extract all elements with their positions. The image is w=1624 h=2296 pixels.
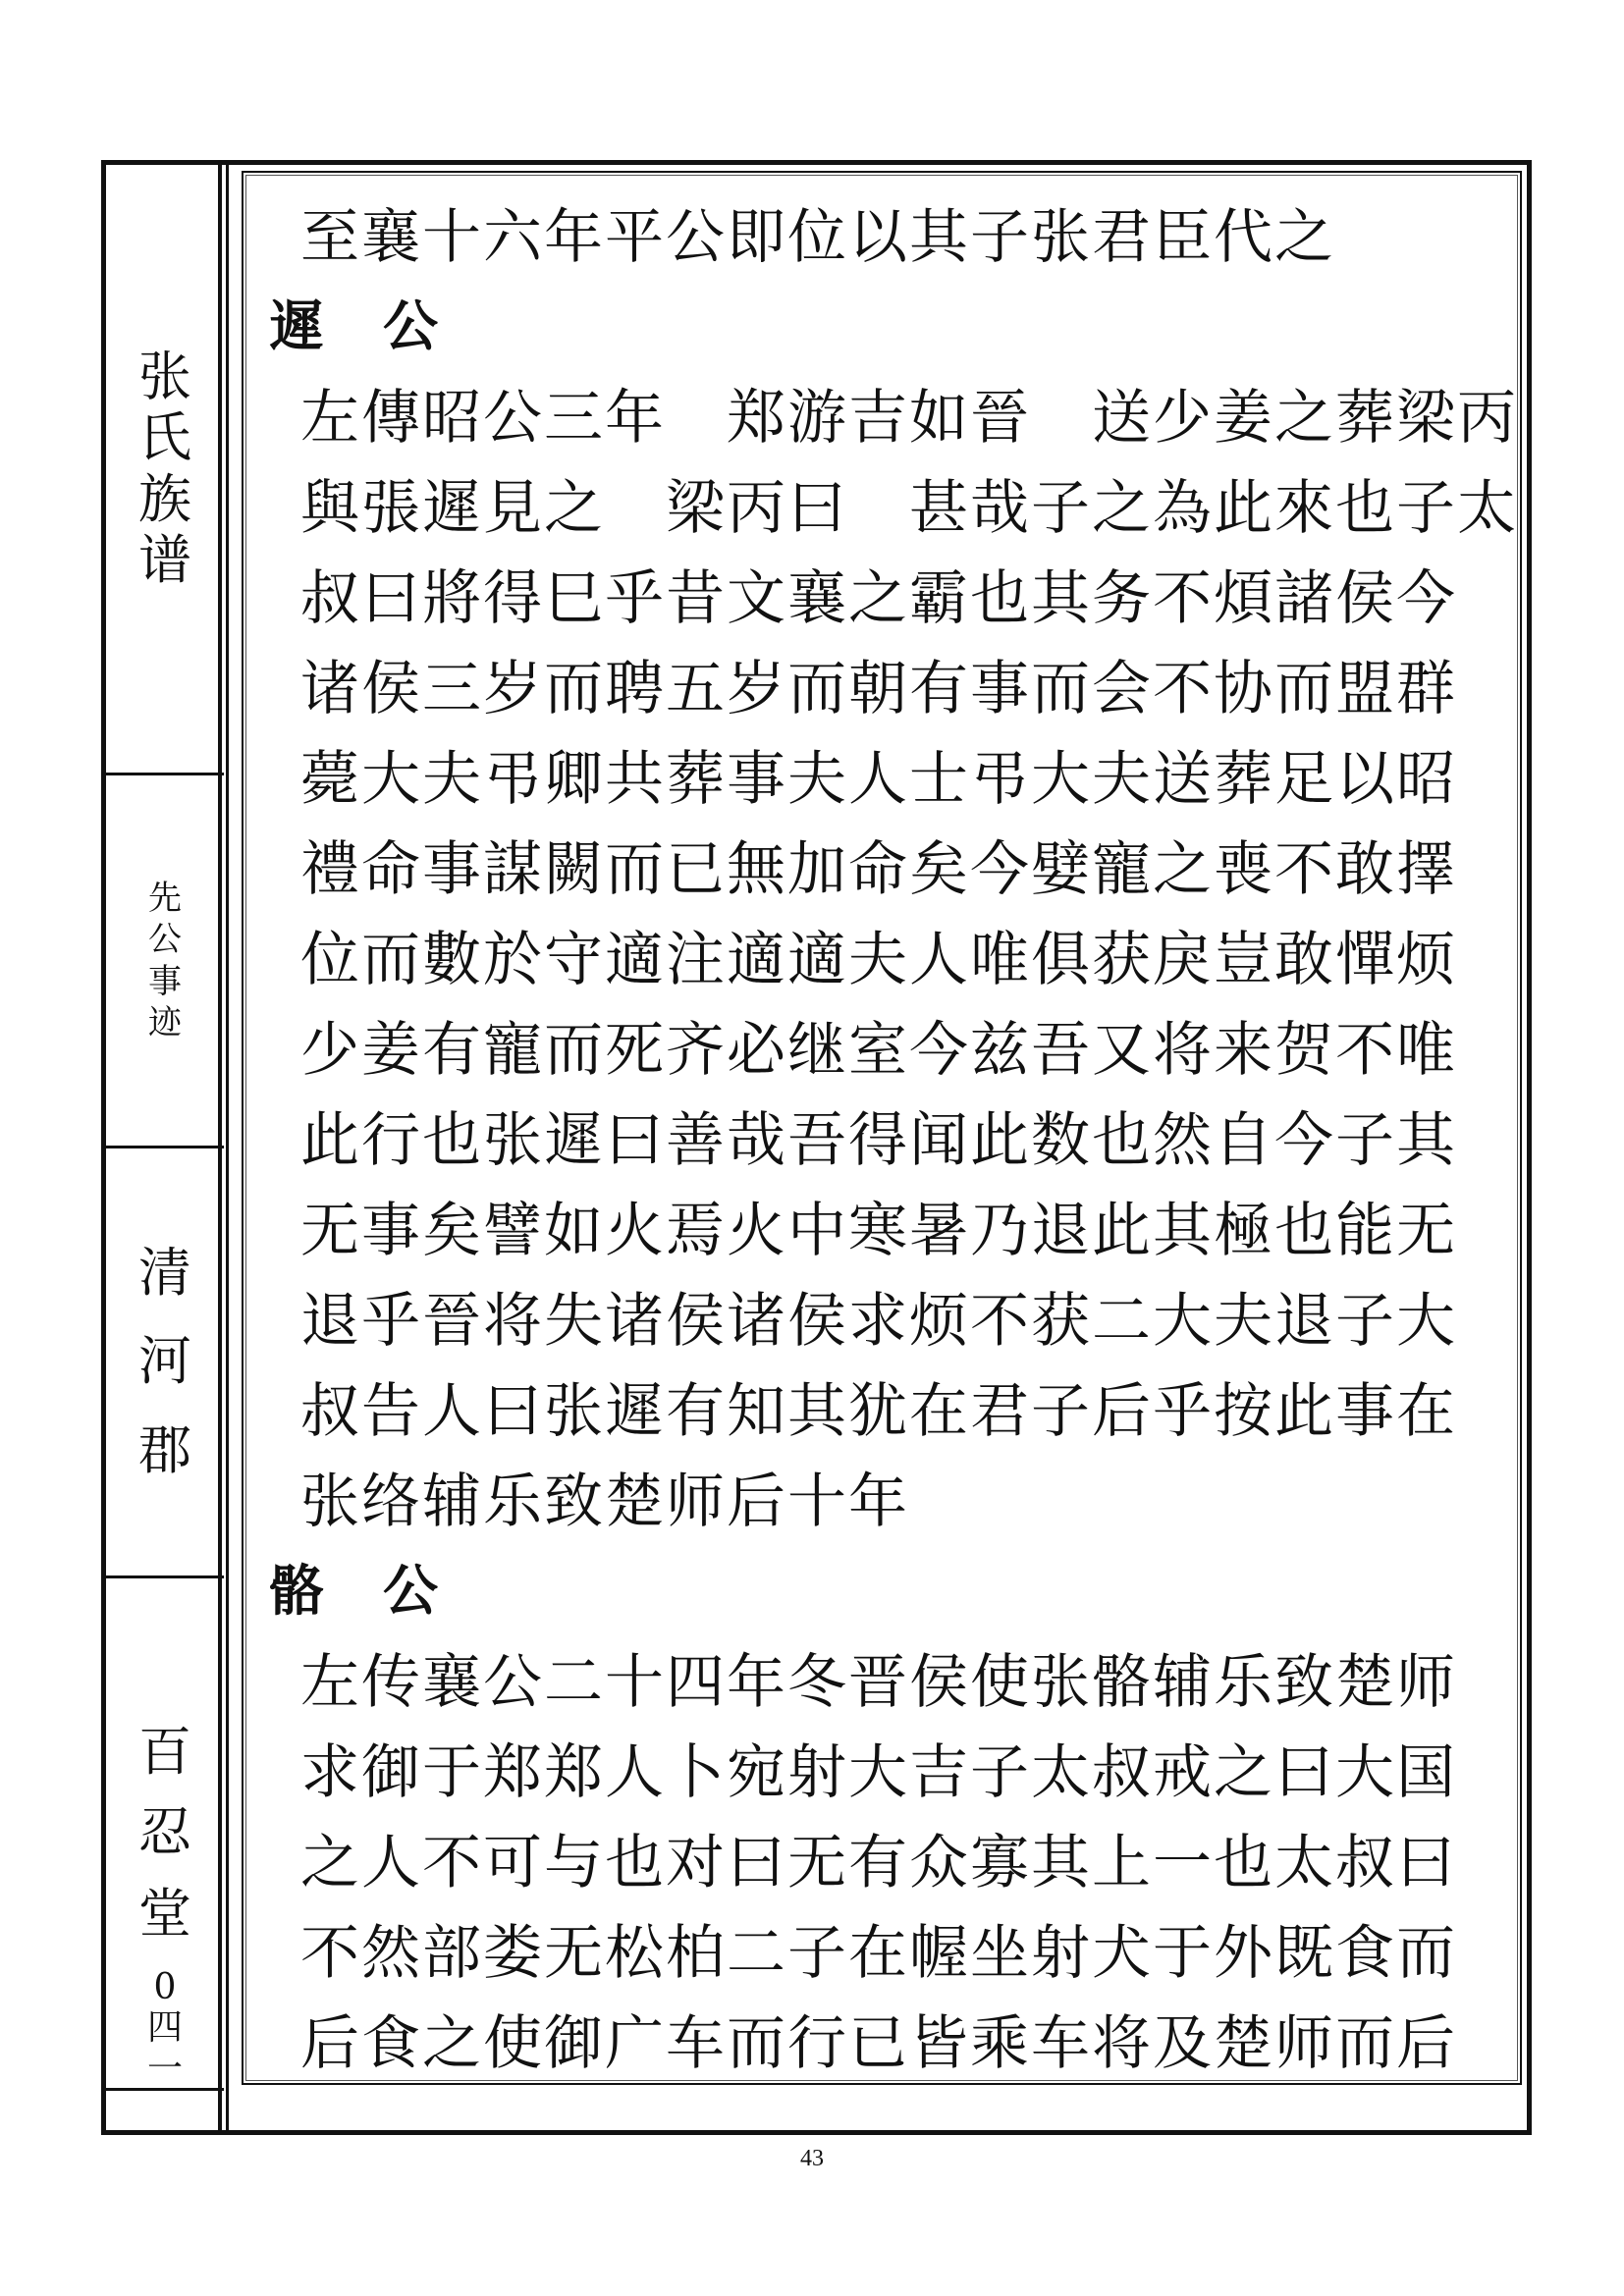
text-line: 诸侯三岁而聘五岁而朝有事而会不协而盟群	[300, 655, 1457, 723]
text-line: 求御于郑郑人卜宛射大吉子太叔戒之曰大国	[300, 1738, 1457, 1807]
heading-name: 骼	[269, 1560, 324, 1624]
section-heading	[269, 1547, 1506, 1637]
clan-char: 郡	[138, 1418, 191, 1481]
text-line: 不然部娄无松柏二子在幄坐射犬于外既食而	[300, 1919, 1457, 1988]
sidebar-book-title	[106, 165, 224, 775]
section-char: 迹	[148, 1003, 182, 1042]
sidebar-clan-name	[106, 1148, 224, 1578]
section-char: 事	[148, 961, 182, 1001]
text-line: 后食之使御广车而行已皆乘车将及楚师而后	[300, 2009, 1457, 2078]
text-line: 此行也张遲曰善哉吾得闻此数也然自今子其	[300, 1106, 1457, 1175]
heading-name: 遲	[269, 295, 324, 359]
section-heading	[269, 283, 1506, 373]
clan-char: 清	[138, 1242, 191, 1305]
hall-char: 忍	[138, 1801, 191, 1864]
text-line: 禮命事謀闕而已無加命矣今嬖寵之喪不敢擇	[300, 835, 1457, 904]
page-char: 一	[146, 2048, 183, 2089]
title-char: 族	[138, 467, 191, 530]
page-char: 四	[146, 2007, 183, 2049]
hall-char: 堂	[138, 1882, 191, 1945]
text-line: 之人不可与也对曰无有众寡其上一也太叔曰	[300, 1829, 1457, 1897]
footer-page-number: 43	[800, 2146, 824, 2171]
text-line: 张络辅乐致楚师后十年	[300, 1468, 909, 1536]
text-line: 叔曰將得巳乎昔文襄之霸也其务不煩諸侯今	[300, 564, 1457, 633]
text-line: 少姜有寵而死齐必继室今兹吾又将来贺不唯	[300, 1016, 1457, 1085]
sidebar-divider-secondary	[226, 165, 229, 2130]
clan-char: 河	[138, 1330, 191, 1393]
text-line: 退乎晉将失诸侯诸侯求烦不获二大夫退子大	[300, 1287, 1457, 1356]
title-char: 谱	[138, 528, 191, 591]
text-line: 與張遲見之 梁丙曰 甚哉子之為此來也子太	[300, 474, 1518, 543]
hall-char: 百	[138, 1721, 191, 1784]
main-text	[269, 192, 1518, 2089]
sidebar-section-title	[106, 775, 224, 1148]
title-char: 张	[138, 346, 191, 408]
sidebar-page-number	[106, 1926, 224, 2130]
text-line: 无事矣譬如火焉火中寒暑乃退此其極也能无	[300, 1197, 1457, 1265]
heading-suffix: 公	[383, 295, 438, 359]
heading-suffix: 公	[383, 1560, 438, 1624]
text-line: 左传襄公二十四年冬晋侯使张骼辅乐致楚师	[300, 1648, 1457, 1717]
sidebar	[106, 165, 224, 2130]
text-line: 至襄十六年平公即位以其子张君臣代之	[300, 203, 1335, 272]
page-char: 0	[153, 1966, 177, 2007]
text-line: 薨大夫弔卿共葬事夫人士弔大夫送葬足以昭	[300, 745, 1457, 814]
section-char: 先	[148, 878, 182, 918]
text-line: 位而數於守適注適適夫人唯俱获戾豈敢憚烦	[300, 926, 1457, 994]
text-line: 左傳昭公三年 郑游吉如晉 送少姜之葬梁丙	[300, 384, 1518, 453]
section-char: 公	[148, 920, 182, 959]
sidebar-divider	[218, 165, 222, 2130]
text-line: 叔告人曰张遲有知其犹在君子后乎按此事在	[300, 1377, 1457, 1446]
title-char: 氏	[138, 406, 191, 469]
